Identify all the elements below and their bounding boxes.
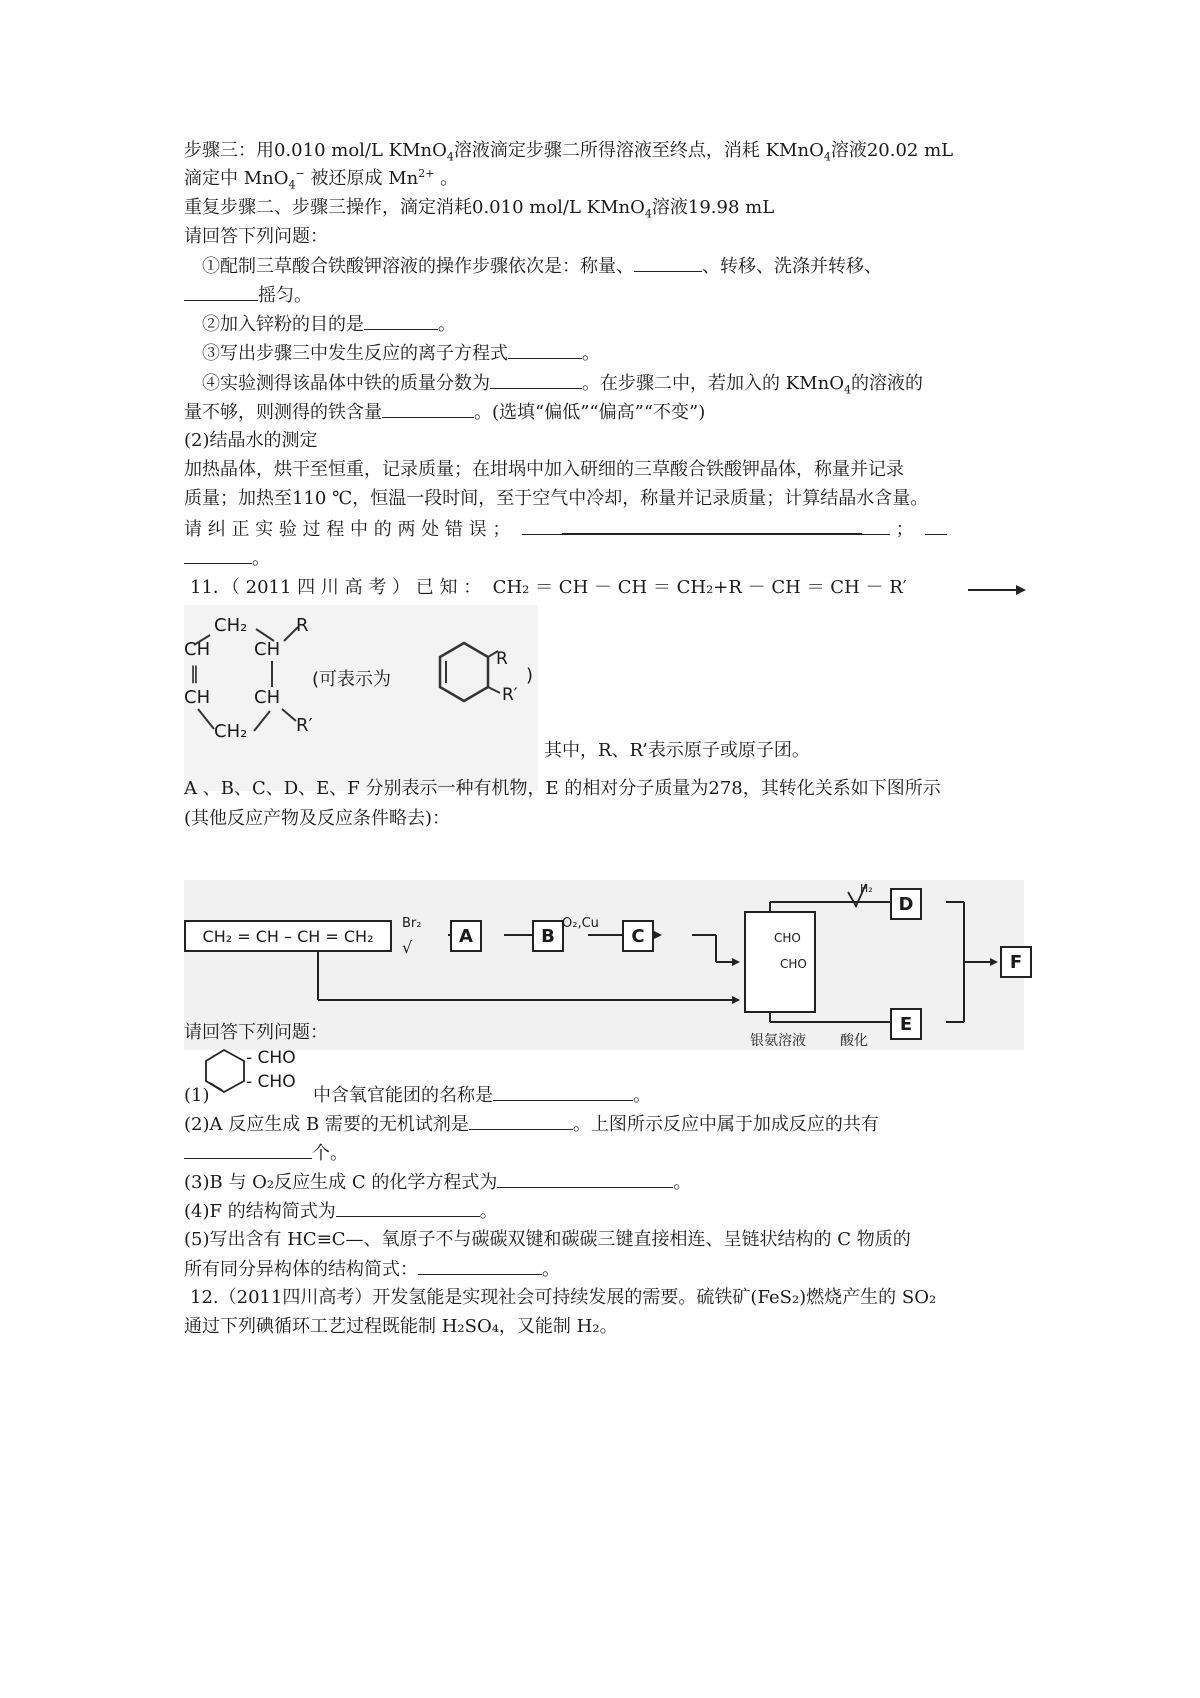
label: CH [254, 639, 281, 660]
q11-sub5: (5)写出含有 HC≡C—、氧原子不与碳碳双键和碳碳三键直接相连、呈链状结构的 C 物质的 [184, 1229, 911, 1250]
text: 个。 [312, 1143, 348, 1164]
text: ③写出步骤三中发生反应的离子方程式 [202, 343, 508, 364]
subscript: 4 [823, 150, 831, 164]
label: ‖ [190, 663, 199, 684]
equation: CH₂ ＝ CH － CH ＝ CH₂+R － CH ＝ CH － R′ [492, 577, 907, 598]
compound-b-box: B [532, 920, 564, 952]
text: (4)F 的结构简式为 [184, 1201, 336, 1222]
compound-f-box: F [1000, 946, 1032, 978]
answer-blank[interactable] [184, 1140, 312, 1159]
compound-e-box: E [890, 1008, 922, 1040]
text: ④实验测得该晶体中铁的质量分数为 [202, 373, 490, 394]
q11-desc2: (其他反应产物及反应条件略去)： [184, 808, 451, 829]
text: ； [895, 519, 914, 540]
label: CH [184, 639, 211, 660]
q11-where: 其中，R、R’表示原子或原子团。 [544, 740, 810, 761]
label: - CHO [246, 1048, 296, 1068]
text: 11．（ 2011 四 川 高 考 ） 已 知 ： [190, 577, 482, 598]
text: ①配制三草酸合铁酸钾溶液的操作步骤依次是：称量、 [202, 256, 634, 277]
reagent-label: 银氨溶液 [750, 1033, 806, 1049]
q11-sub3 [184, 1169, 691, 1196]
q12-line1: 12.（2011四川高考）开发氢能是实现社会可持续发展的需要。硫铁矿(FeS₂)燃烧产生的 SO₂ [190, 1287, 937, 1308]
q11-sub5-cont [184, 1256, 560, 1283]
text: 。 [438, 314, 456, 335]
text: 溶液19.98 mL [651, 197, 775, 218]
text: ②加入锌粉的目的是 [202, 314, 364, 335]
answer-blank[interactable] [418, 1256, 542, 1275]
check-mark: √ [402, 938, 413, 957]
q11-desc1: A 、B、C、D、E、F 分别表示一种有机物，E 的相对分子质量为278，其转化关系如下图所示 [184, 778, 941, 799]
text: 。 [673, 1172, 692, 1193]
text: 滴定中 MnO [184, 168, 289, 189]
answer-blank[interactable] [469, 1111, 573, 1130]
text: 。 [479, 1201, 498, 1222]
text: 摇匀。 [258, 285, 312, 306]
q10-part2-title: (2)结晶水的测定 [184, 430, 318, 451]
compound-d-box: D [890, 888, 922, 920]
text: 。上图所示反应中属于加成反应的共有 [572, 1114, 879, 1135]
superscript: 2+ [418, 167, 435, 180]
text: 。 [440, 168, 459, 189]
answer-blank[interactable] [336, 1198, 480, 1217]
subscript: 4 [644, 207, 652, 221]
subscript: 4 [446, 150, 454, 164]
q11-ask: 请回答下列问题： [184, 1022, 328, 1043]
label: CHO [774, 931, 801, 945]
text: 。 [542, 1259, 560, 1280]
label: - CHO [246, 1072, 296, 1092]
label: R [296, 615, 309, 636]
q12-line2: 通过下列碘循环工艺过程既能制 H₂SO₄，又能制 H₂。 [184, 1316, 618, 1337]
label: R′ [296, 715, 313, 736]
label: CH₂ [214, 615, 248, 636]
text: (2)A 反应生成 B 需要的无机试剂是 [184, 1114, 469, 1135]
text: 请 纠 正 实 验 过 程 中 的 两 处 错 误 ； [184, 519, 511, 540]
reagent-label: H₂ [860, 882, 873, 895]
compound-c-box: C [622, 920, 654, 952]
text: 。在步骤二中，若加入的 KMnO [582, 373, 844, 394]
q11-sub2 [184, 1111, 879, 1138]
text: 重复步骤二、步骤三操作，滴定消耗0.010 mol/L KMnO [184, 197, 645, 218]
label: R [496, 649, 508, 669]
text: 。(选填“偏低”“偏高”“不变”) [474, 402, 706, 423]
reagent-label: O₂,Cu [562, 916, 599, 931]
label: R′ [502, 685, 518, 705]
text: (1) [184, 1085, 210, 1106]
q11-sub4 [184, 1198, 498, 1225]
text: 。 [252, 548, 270, 569]
text: 溶液滴定步骤二所得溶液至终点，消耗 KMnO [453, 140, 824, 161]
label: (可表示为 [312, 669, 392, 690]
answer-blank[interactable] [497, 1169, 673, 1188]
text: 。 [582, 343, 600, 364]
text: 步骤三：用0.010 mol/L KMnO [184, 140, 447, 161]
text: 被还原成 Mn [310, 168, 419, 189]
label: CH [184, 687, 211, 708]
text: 。 [632, 1085, 651, 1106]
text: 的溶液的 [850, 373, 923, 394]
reagent-label: Br₂ [402, 916, 422, 931]
label: CH₂ [214, 721, 248, 742]
butadiene-box: CH₂ = CH – CH = CH₂ [184, 920, 392, 952]
q10-part2-line2: 质量；加热至110 ℃，恒温一段时间，至于空气中冷却，称量并记录质量；计算结晶水含量。 [184, 488, 929, 509]
q10-part2-line1: 加热晶体，烘干至恒重，记录质量；在坩埚中加入研细的三草酸合铁酸钾晶体，称量并记录 [184, 459, 904, 480]
superscript: − [295, 167, 305, 180]
text: 溶液20.02 mL [830, 140, 954, 161]
reagent-label: 酸化 [840, 1033, 868, 1049]
text: 中含氧官能团的名称是 [312, 1085, 493, 1106]
q11-sub2-cont [184, 1140, 348, 1167]
label: CHO [780, 957, 807, 971]
text: 所有同分异构体的结构简式： [184, 1259, 418, 1280]
label: CH [254, 687, 281, 708]
text: 、转移、洗涤并转移、 [702, 256, 882, 277]
label: ) [526, 665, 534, 686]
subscript: 4 [843, 383, 851, 397]
subscript: 4 [288, 178, 296, 192]
text: (3)B 与 O₂反应生成 C 的化学方程式为 [184, 1172, 498, 1193]
compound-a-box: A [450, 920, 482, 952]
q10-ask: 请回答下列问题： [184, 226, 328, 247]
text: 量不够，则测得的铁含量 [184, 402, 382, 423]
